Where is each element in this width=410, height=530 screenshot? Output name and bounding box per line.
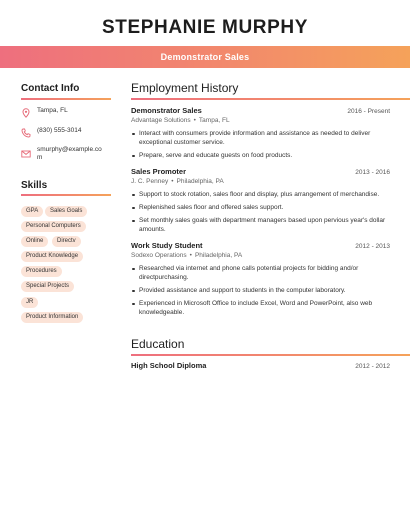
job-bullet: Replenished sales floor and offered sales support. xyxy=(131,203,390,212)
education-degree: High School Diploma xyxy=(131,361,207,370)
job-dates: 2012 - 2013 xyxy=(355,243,390,250)
skill-tag: Product Information xyxy=(21,312,83,323)
job-title: Work Study Student xyxy=(131,241,203,250)
separator-dot-icon: • xyxy=(193,117,196,124)
location-pin-icon xyxy=(21,108,31,118)
contact-heading: Contact Info xyxy=(21,83,80,94)
job-location: Philadelphia, PA xyxy=(176,178,224,185)
job-company: Advantage Solutions xyxy=(131,117,191,124)
job-dates: 2016 - Present xyxy=(347,108,390,115)
job-title-banner-text: Demonstrator Sales xyxy=(160,52,250,62)
job-bullet: Experienced in Microsoft Office to include Excel, Word and PowerPoint, also web knowledgeable. xyxy=(131,299,390,317)
contact-email-text[interactable]: smurphy@example.com xyxy=(37,146,102,161)
education-divider xyxy=(131,354,410,356)
job-company: Sodexo Operations xyxy=(131,252,187,259)
job-title: Sales Promoter xyxy=(131,167,187,176)
phone-icon xyxy=(21,128,31,138)
contact-location xyxy=(21,107,111,118)
contact-email[interactable] xyxy=(21,146,111,162)
employment-heading: Employment History xyxy=(131,81,239,95)
candidate-name: STEPHANIE MURPHY xyxy=(102,17,308,38)
contact-phone-text: (830) 555-3014 xyxy=(37,127,82,134)
skill-tag: Personal Computers xyxy=(21,221,86,232)
skill-tag: Sales Goals xyxy=(45,206,87,217)
skill-tag: GPA xyxy=(21,206,43,217)
job-location: Philadelphia, PA xyxy=(194,252,243,259)
job-title: Demonstrator Sales xyxy=(131,106,202,115)
job-bullet: Provided assistance and support to students in the computer laboratory. xyxy=(131,286,390,295)
education-dates: 2012 - 2012 xyxy=(355,363,390,370)
skill-tag: Online xyxy=(21,236,48,247)
job-dates: 2013 - 2016 xyxy=(355,169,390,176)
education-entry xyxy=(131,361,390,370)
job-entry xyxy=(131,106,390,164)
education-heading: Education xyxy=(131,337,185,351)
job-bullet: Interact with consumers provide information and assistance as needed to deliver exceptional customer service. xyxy=(131,129,390,147)
title-banner xyxy=(0,46,410,68)
skill-tag: Procedures xyxy=(21,266,62,277)
separator-dot-icon: • xyxy=(189,252,192,259)
job-bullet: Prepare, serve and educate guests on food products. xyxy=(131,151,390,160)
job-bullet: Set monthly sales goals with department managers based upon pervious year's dollar amounts. xyxy=(131,216,390,234)
skill-tag: JR xyxy=(21,297,38,308)
job-location: Tampa, FL xyxy=(198,117,230,124)
separator-dot-icon: • xyxy=(171,178,174,185)
skill-tag: Product Knowledge xyxy=(21,251,83,262)
contact-divider xyxy=(21,98,111,100)
job-entry xyxy=(131,241,390,321)
job-bullet: Support to stock rotation, sales floor and display, plus arrangement of merchandise. xyxy=(131,190,390,199)
job-entry xyxy=(131,167,390,238)
skill-tag: Directv xyxy=(52,236,81,247)
job-company: J. C. Penney xyxy=(131,178,169,185)
job-bullet: Researched via internet and phone calls potential projects for bidding and/or directpurchasing. xyxy=(131,264,390,282)
envelope-icon xyxy=(21,149,31,159)
skills-divider xyxy=(21,194,111,196)
skill-tag: Special Projects xyxy=(21,281,74,292)
contact-phone xyxy=(21,127,111,138)
skills-heading: Skills xyxy=(21,180,48,191)
employment-divider xyxy=(131,98,410,100)
contact-location-text: Tampa, FL xyxy=(37,107,68,114)
